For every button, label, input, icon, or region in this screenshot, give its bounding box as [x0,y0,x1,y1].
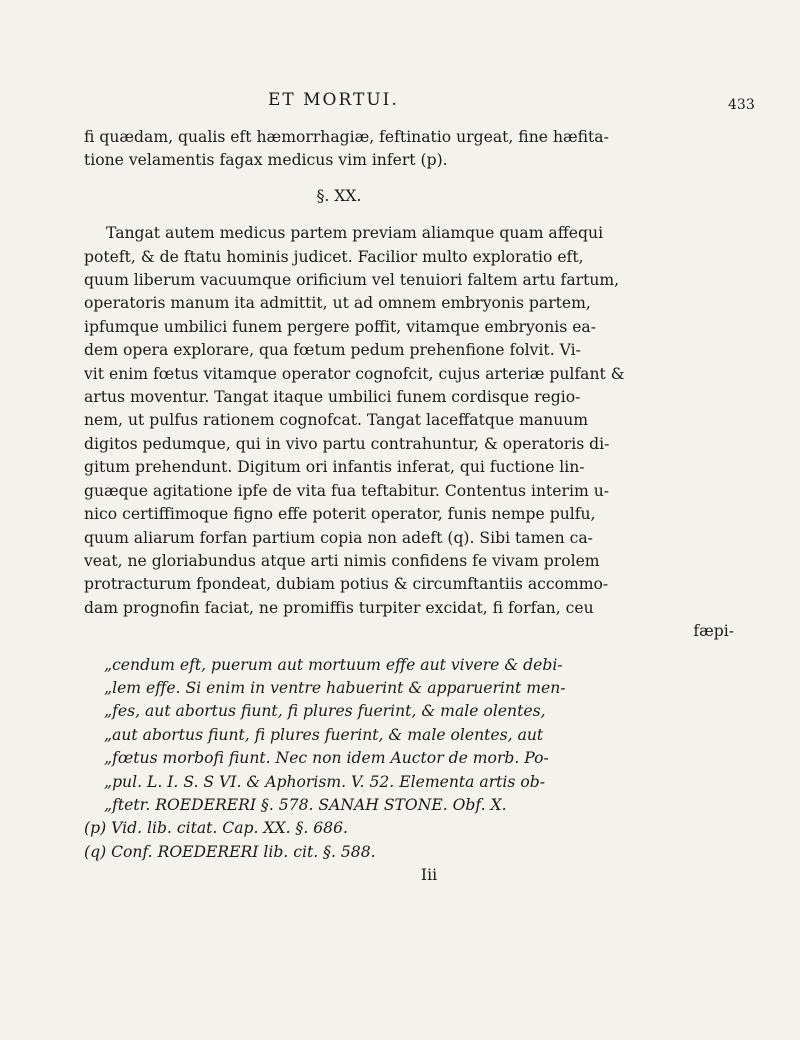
page-body [84,126,734,886]
quote-line: „lem effe. Si enim in ventre habuerint & apparuerint men- [104,678,566,697]
text-line: nem, ut pulfus rationem cognofcat. Tangat laceffatque manuum [84,411,589,430]
text-line: dem opera explorare, qua fœtum pedum prehenfione folvit. Vi- [84,341,581,360]
footnote-block [84,654,734,865]
quote-line: „ftetr. ROEDERERI §. 578. SANAH STONE. Obf. X. [104,795,507,814]
text-line: digitos pedumque, qui in vivo partu contrahuntur, & operatoris di- [84,434,610,453]
quote-line: „cendum eft, puerum aut mortuum effe aut vivere & debi- [104,655,563,674]
text-line: tione velamentis fagax medicus vim infert (p). [84,151,448,170]
text-line: artus moventur. Tangat itaque umbilici funem cordisque regio- [84,388,581,407]
text-line: gitum prehendunt. Digitum ori infantis inferat, qui fuctione lin- [84,458,585,477]
text-line: protracturum fpondeat, dubiam potius & circumftantiis accommo- [84,575,609,594]
quote-line: „aut abortus fiunt, fi plures fuerint, & male olentes, aut [104,725,544,744]
text-line: ipfumque umbilici funem pergere poffit, vitamque embryonis ea- [84,317,596,336]
section-heading: §. XX. [316,186,362,205]
footnote-q: (q) Conf. ROEDERERI lib. cit. §. 588. [84,842,376,861]
text-line: Tangat autem medicus partem previam aliamque quam affequi [106,224,604,243]
text-line: veat, ne gloriabundus atque arti nimis confidens fe vivam prolem [84,551,600,570]
text-line: poteft, & de ftatu hominis judicet. Facilior multo exploratio eft, [84,247,584,266]
page-number: 433 [728,97,755,113]
footnote-p: (p) Vid. lib. citat. Cap. XX. §. 686. [84,819,348,838]
text-line: nico certiffimoque figno effe poterit operator, funis nempe pulfu, [84,505,596,524]
quote-line: „pul. L. I. S. S VI. & Aphorism. V. 52. Elementa artis ob- [104,772,546,791]
quote-line: „fœtus morbofi fiunt. Nec non idem Auctor de morb. Po- [104,749,549,768]
running-head: ET MORTUI. [268,90,399,110]
text-line: quum aliarum forfan partium copia non adeft (q). Sibi tamen ca- [84,528,593,547]
text-line: operatoris manum ita admittit, ut ad omnem embryonis partem, [84,294,591,313]
text-line: fi quædam, qualis eft hæmorrhagiæ, feftinatio urgeat, fine hæfita- [84,128,609,146]
text-line: quum liberum vacuumque orificium vel tenuiori faltem artu fartum, [84,271,620,290]
text-line: dam prognofin faciat, ne promiffis turpiter excidat, fi forfan, ceu [84,598,594,617]
opening-lines [84,126,734,173]
quote-line: „fes, aut abortus fiunt, fi plures fuerint, & male olentes, [104,702,546,721]
text-line: guæque agitatione ipfe de vita fua teftabitur. Contentus interim u- [84,481,610,500]
catchword: fæpi- [693,622,734,641]
signature-mark: Iii [420,866,438,885]
main-paragraph [84,222,734,620]
text-line: vit enim fœtus vitamque operator cognofcit, cujus arteriæ pulfant & [84,364,625,383]
